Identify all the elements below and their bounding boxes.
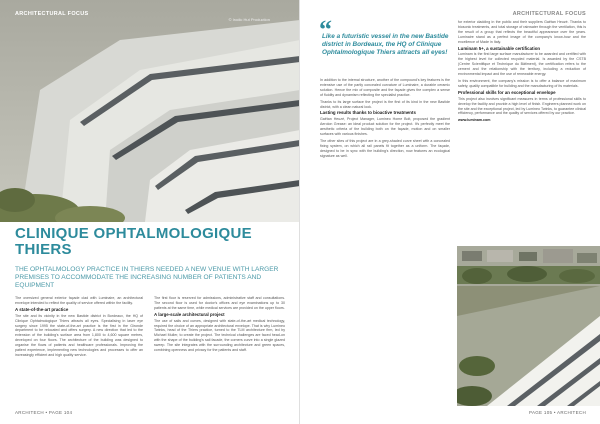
page-footer: ARCHITECH • PAGE 104 bbox=[15, 410, 73, 415]
left-column-2 bbox=[154, 296, 285, 408]
article-title: CLINIQUE OPHTALMOLOGIQUE THIERS bbox=[15, 225, 252, 258]
subheading: A state-of-the-art practice bbox=[15, 306, 69, 312]
aerial-photo bbox=[457, 246, 600, 406]
body-paragraph: for exterior cladding in the public and their suppliers Gaëtan Heuzé. Thanks to biosonic treatments, and total storage of rainwater through the ventilation, this is the result of a group that reflects the beautiful appearance over the years. Luminaire stand as a perfect image of the company's know-how and the excellence of Made in Italy. bbox=[458, 20, 586, 44]
body-paragraph: The other sites of this project are in a grey-shaded curve sheet with a concealed fixing system, on which all rail panels fit together as a uniform. The façade, designed to be in sync with the building's direction, now features an ecological signature as well. bbox=[320, 138, 450, 158]
body-paragraph: The site and its vicinity in the new Bastide district in Bordeaux, the HQ of Clinique Ophtalmologique Thiers attracts all eyes. Specialising in laser eye surgery since 1995 the state-of-the-art practice is the first in the Gironde department to be relocated and offers surgery. A new direction that led to the extension of the building's surface area from 1,800 to 4,600 square metres, developed on four floors. The architecture of the building was designed to organise the flows of patients and healthcare professionals. Improving the patient experience, implementing new technologies and processes to offer an increasingly efficient and high quality service. bbox=[15, 313, 143, 357]
left-column-1 bbox=[15, 296, 143, 408]
body-paragraph: Luminam is the first large surface manufacturer to be awarded and certified with the highest level for collected recycled material. Is awarded by the CSTB (Centre Scientifique et Technique du Bâtiment), the certification refers to the cement and the relationship with the territory, including a reduction of environmental impact and the use of renewable energy. bbox=[458, 52, 586, 77]
body-paragraph: This project also involves significant measures in terms of professional skills to develop the facility and provide a high level of finish. Engineers planned work on the site and the exceptional project, led by Lumineo Twinks, to guarantee clinical efficiency, performance and the quality of services offered by our practice. bbox=[458, 96, 586, 116]
right-page bbox=[300, 0, 600, 424]
body-paragraph: Thanks to its large surface the project is the first of its kind in the new Bastide district, with a clean natural look. bbox=[320, 99, 450, 109]
photo-credit: © Irodic Hut Production bbox=[228, 17, 270, 22]
section-label: ARCHITECTURAL FOCUS bbox=[15, 11, 89, 17]
page-footer: PAGE 105 • ARCHITECH bbox=[528, 410, 586, 415]
body-paragraph: The first floor is reserved for admissions, administrative staff and consultations. The second floor is used for doctor's offices and eye examinations up to 30 patients at the same time, while medical services are provided on the upper floors. bbox=[154, 296, 285, 310]
article-deck: THE OPHTALMOLOGY PRACTICE IN THIERS NEEDED A NEW VENUE WITH LARGER PREMISES TO ACCOMMODATE THE INCREASING NUMBER OF PATIENTS AND EQUIPMENT bbox=[15, 266, 279, 289]
subheading: Professional skills for an exceptional envelope bbox=[458, 89, 556, 95]
right-column-1 bbox=[320, 78, 450, 244]
website-link[interactable]: www.luminam.com bbox=[458, 118, 491, 123]
subheading: A large-scale architectural project bbox=[154, 311, 225, 317]
quote-mark-icon: “ bbox=[319, 15, 332, 44]
pull-quote: Like a futuristic vessel in the new Bastide district in Bordeaux, the HQ of Clinique Ophtalmologique Thiers attracts all eyes! bbox=[322, 33, 449, 56]
body-paragraph: In this environment, the company's mission is to offer a balance of maximum safety, quality compatible for building and the manufacturing of its materials. bbox=[458, 78, 586, 88]
body-paragraph: The use of sails and curves, designed with state-of-the-art medical technology, required the choice of an appropriate architectural envelope. That is why Lumineo Twinks, head of the Thiers practice, turned to the TLM architecture firm, led by Michael Muller, to create the project. The technical challenges are faced head-on with the shape of the building's sail facade, the corners curve into a single glazed sweep. The site integrates with the surrounding architecture and green spaces, combining openness and privacy for the patients and staff. bbox=[154, 318, 285, 353]
right-column-2 bbox=[458, 20, 586, 242]
subheading: Luminam 5+, a sustainable certification bbox=[458, 45, 541, 51]
building-photo bbox=[0, 0, 300, 222]
body-paragraph: Gaëtan Heuzé, Project Manager, Lumineo Home Bolt, proposed the gradient Aerolon Grease: an ideal product solution for the project. It's perfectly meet the aesthetic criteria of the building both on the façade, motion and on smaller surfaces with various finishes. bbox=[320, 117, 450, 137]
section-label: ARCHITECTURAL FOCUS bbox=[512, 11, 586, 17]
subheading: Lasting results thanks to bioactive treatments bbox=[320, 110, 416, 116]
intro-paragraph: The oversized general exterior façade clad with Luminaire, an architectural envelope intended to reflect the quality of service offered within the facility. bbox=[15, 296, 143, 305]
body-paragraph: In addition to the internal structure, another of the compound's key features is the extensive use of the partly concealed curvature of Luminaire, a durable ceramic solution. Hence the mix of composite and the façade gives the complex a sense of fluidity and dynamism reflecting the specialist practice. bbox=[320, 78, 450, 97]
aerial-photo-illustration bbox=[457, 246, 600, 406]
building-photo-illustration bbox=[0, 0, 300, 222]
